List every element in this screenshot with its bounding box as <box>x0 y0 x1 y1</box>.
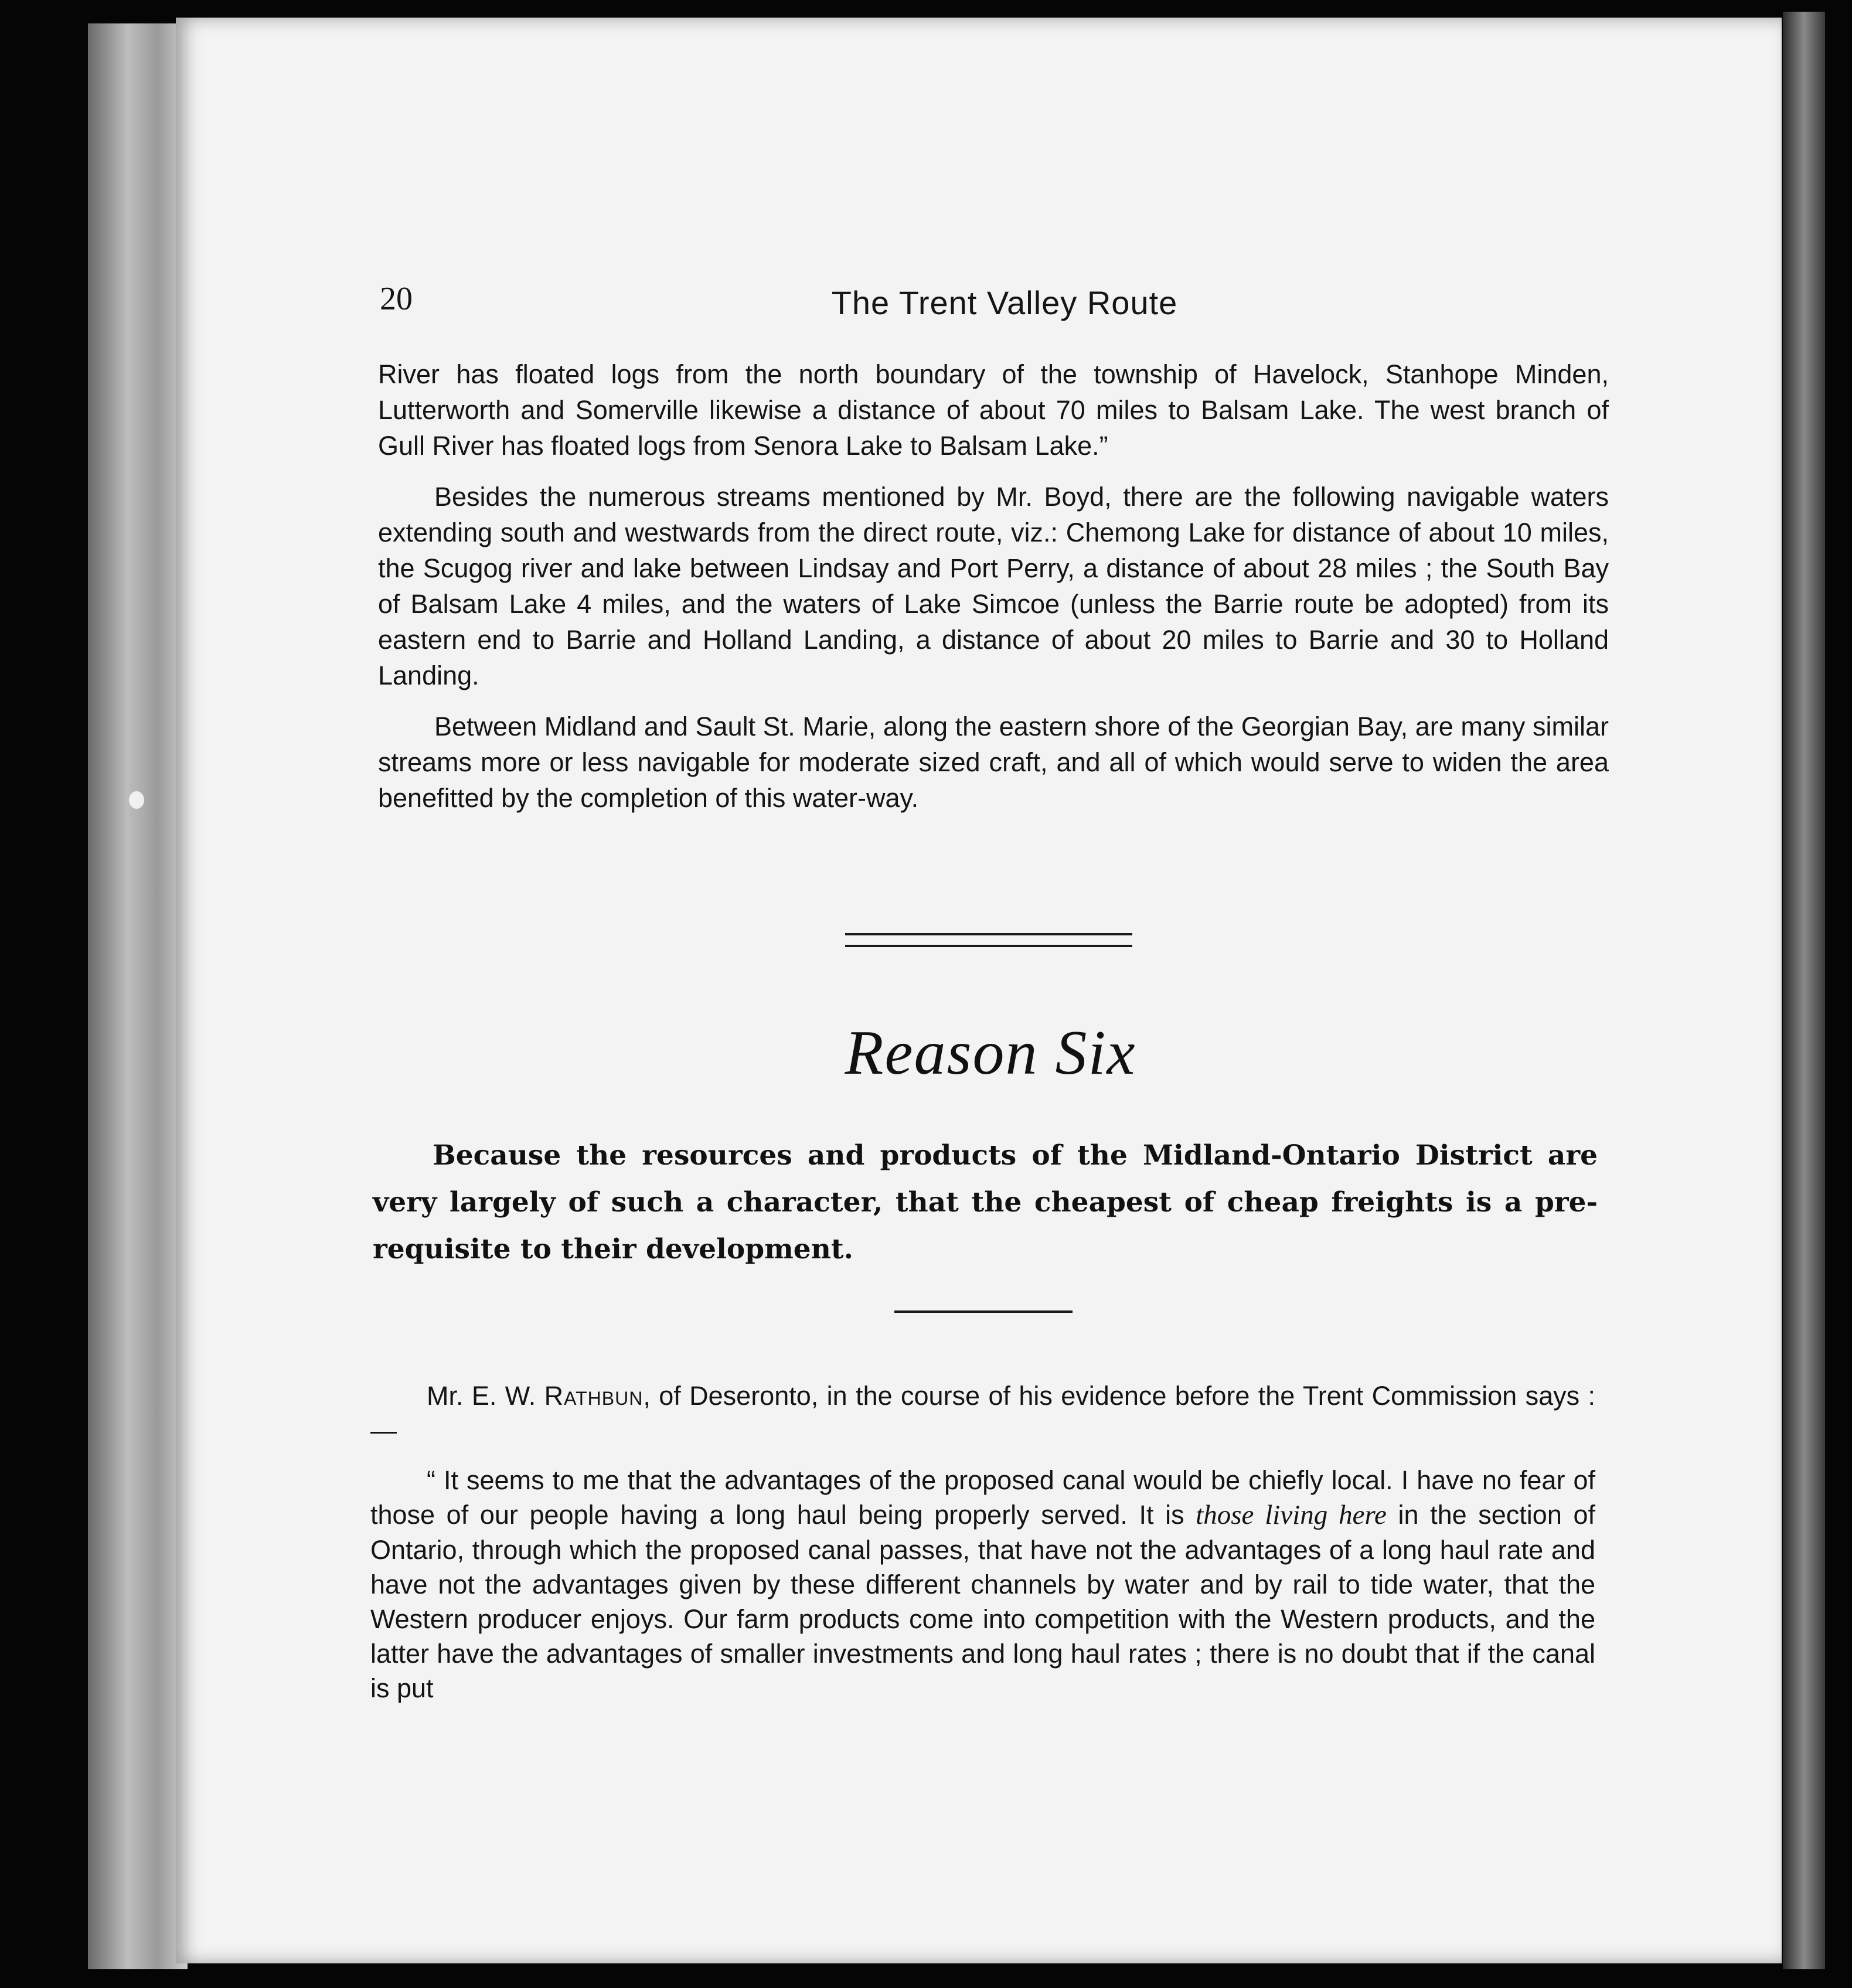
text-run: “ It seems to me that the advantages of the proposed canal would be chiefly local. I have no fear of those of our people having a long haul being properly served. It is <box>370 1465 1595 1530</box>
section-heading: Reason Six <box>845 1018 1136 1088</box>
paragraph: Between Midland and Sault St. Marie, along the eastern shore of the Georgian Bay, are many similar streams more or less navigable for moderate sized craft, and all of which would serve to widen the area benefitted by the completion of this water-way. <box>378 712 1609 813</box>
single-rule-divider <box>894 1310 1073 1313</box>
page-number: 20 <box>380 281 413 317</box>
dust-speck <box>129 791 144 809</box>
paragraph: Besides the numerous streams mentioned by Mr. Boyd, there are the following navigable waters extending south and westwards from the direct route, viz.: Chemong Lake for distance of about 10 miles, the Scugog river and lake between Lindsay and Port Perry, a distance of about 28 miles ; the South Bay of Balsam Lake 4 miles, and the waters of Lake Simcoe (unless the Barrie route be adopted) from its eastern end to Barrie and Holland Landing, a distance of about 20 miles to Barrie and 30 to Holland Landing. <box>378 482 1609 690</box>
speaker-name: Rathbun <box>544 1381 644 1411</box>
body-text-bottom <box>370 1378 1595 1721</box>
paragraph <box>370 1463 1595 1706</box>
running-title: The Trent Valley Route <box>831 284 1178 321</box>
text-run: , of Deseronto, in the course of his evidence before the Trent Commission says :— <box>370 1381 1595 1445</box>
book-right-edge <box>1783 12 1825 1969</box>
page-header <box>380 280 1629 333</box>
paragraph: River has floated logs from the north boundary of the township of Havelock, Stanhope Minden, Lutterworth and Somerville likewise a distance of about 70 miles to Balsam Lake. The west branch of Gull River has floated logs from Senora Lake to Balsam Lake.” <box>378 359 1609 461</box>
double-rule-divider <box>845 933 1132 947</box>
body-text-top <box>378 356 1609 831</box>
text-run: in the section of Ontario, through which the proposed canal passes, that have not the advantages of a long haul rate and have not the advantages given by these different channels by water and by rail to tide water, that the Western producer enjoys. Our farm products come into competition with the Western products, and the latter have the advantages of smaller investments and long haul rates ; there is no doubt that if the canal is put <box>370 1500 1595 1703</box>
paragraph <box>370 1378 1595 1448</box>
text-run: Mr. E. W. <box>427 1381 544 1411</box>
section-thesis: Because the resources and products of the Midland-Ontario District are very largely of such a character, that the cheapest of cheap freights is a pre-requisite to their development. <box>373 1139 1598 1265</box>
italic-emphasis: those living here <box>1196 1500 1387 1530</box>
book-spine-edge <box>88 23 188 1969</box>
